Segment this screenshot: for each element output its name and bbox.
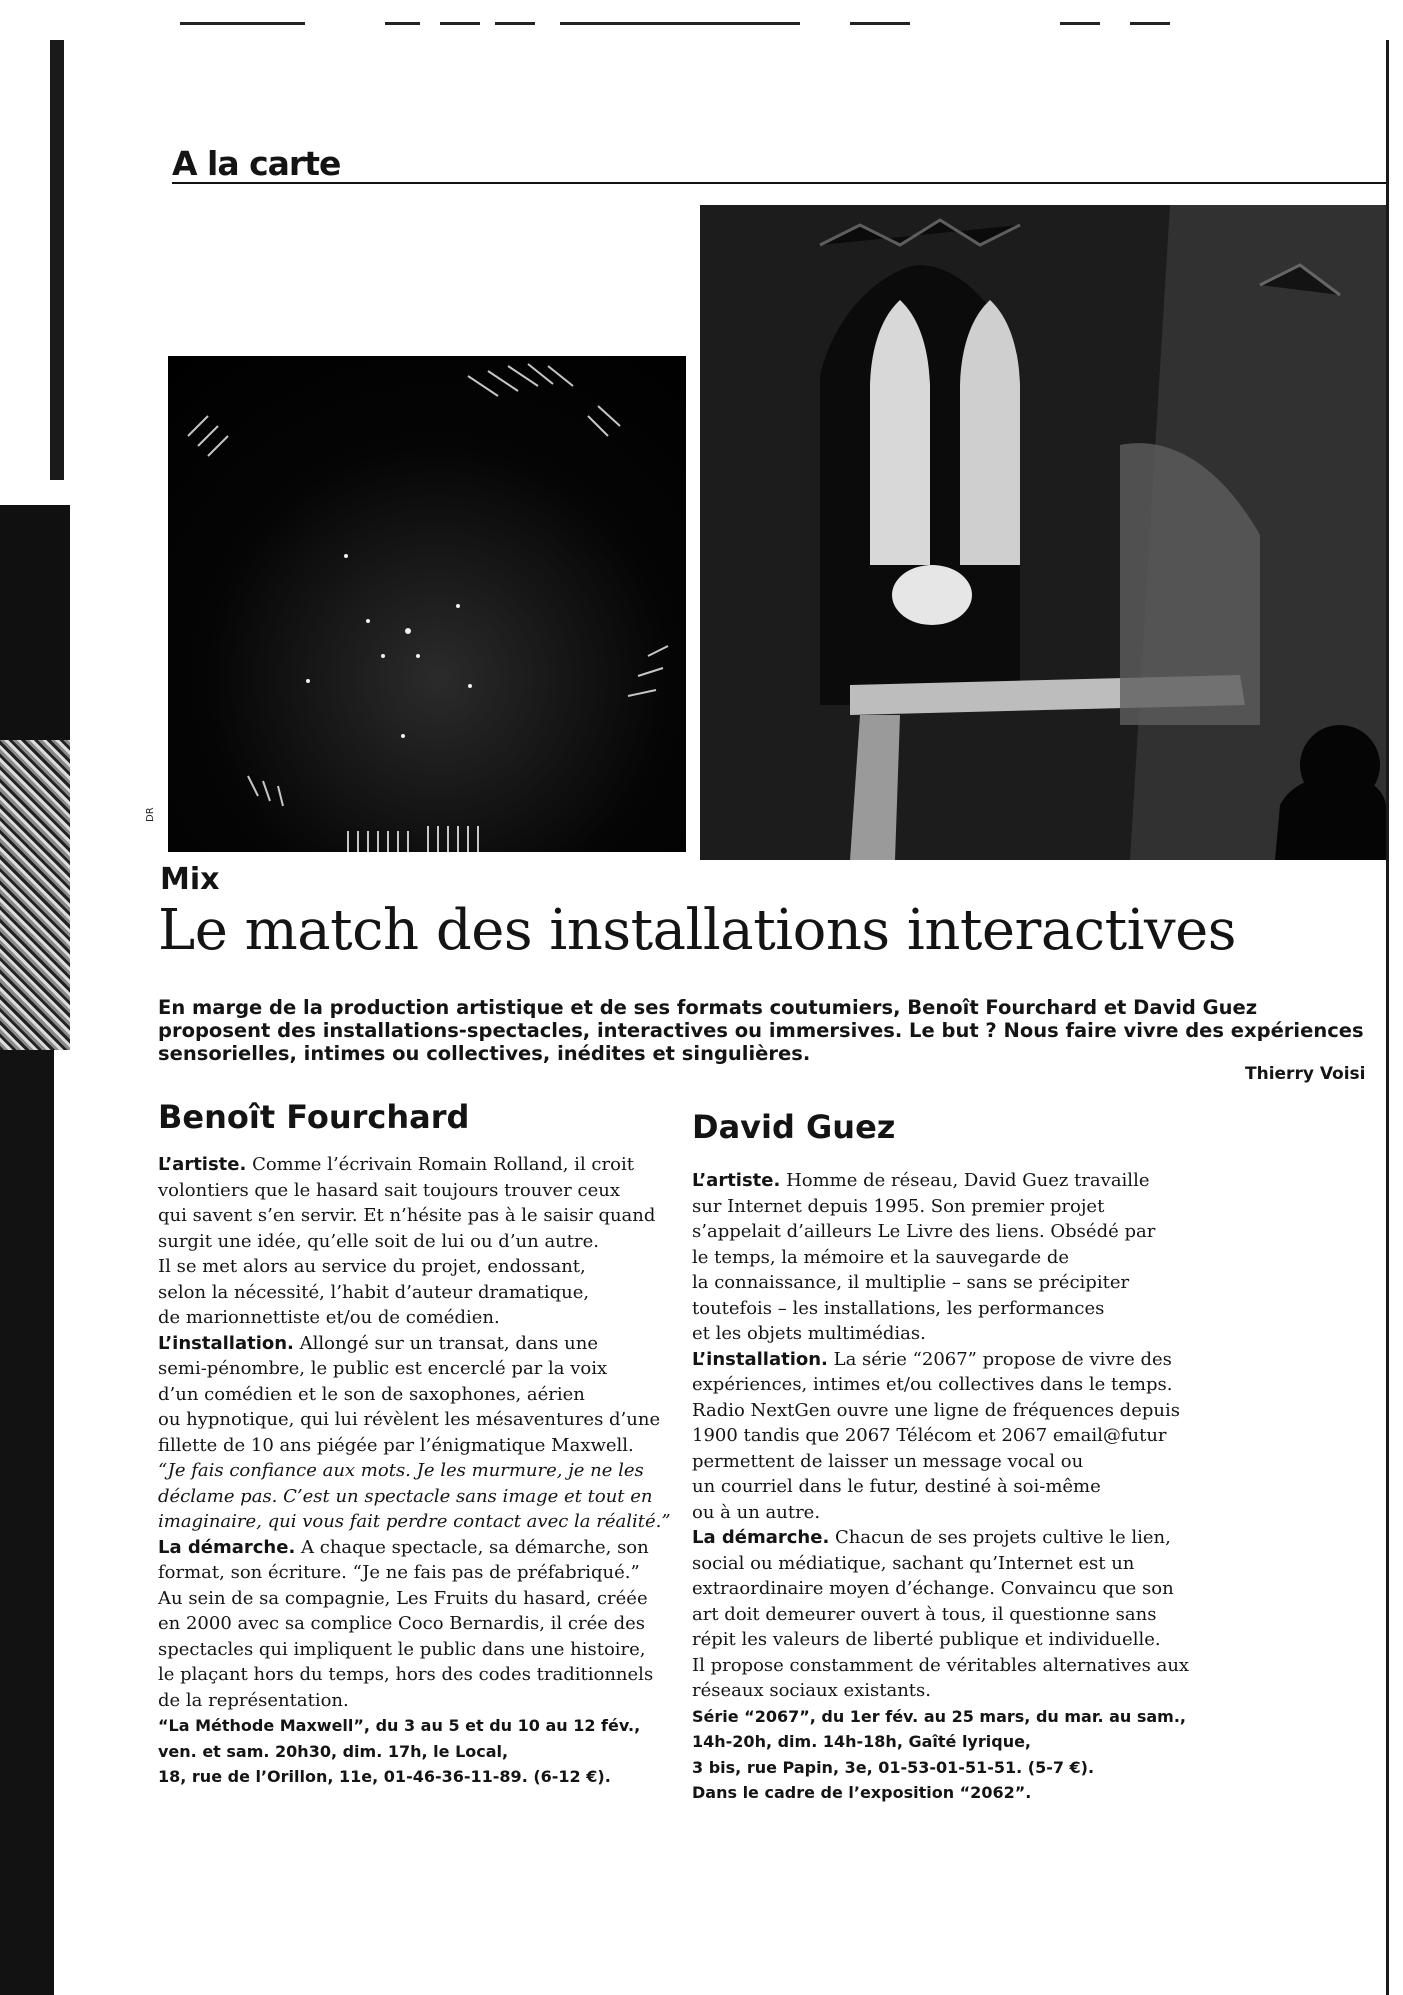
body-line	[692, 1449, 1189, 1475]
body-line	[692, 1270, 1189, 1296]
body-line	[692, 1576, 1189, 1602]
body-line	[692, 1168, 1189, 1194]
section-header	[172, 144, 1386, 184]
photo-installation-right	[700, 205, 1386, 860]
body-text: et les objets multimédias.	[692, 1323, 926, 1344]
body-text: ou à un autre.	[692, 1501, 821, 1523]
top-rule	[495, 22, 535, 25]
body-text: Radio NextGen ouvre une ligne de fréquences depuis	[692, 1399, 1180, 1421]
body-line	[158, 1560, 671, 1586]
body-line	[158, 1382, 671, 1408]
body-line	[158, 1280, 671, 1306]
left-column-title: Benoît Fourchard	[158, 1098, 470, 1136]
photo-installation-left	[168, 356, 686, 852]
body-line	[158, 1229, 671, 1255]
body-text: A chaque spectacle, sa démarche, son	[295, 1536, 649, 1558]
body-line	[158, 1356, 671, 1382]
body-line	[158, 1254, 671, 1280]
kicker: Mix	[160, 862, 220, 897]
body-text: semi-pénombre, le public est encerclé par la voix	[158, 1358, 608, 1379]
body-line	[158, 1637, 671, 1663]
practical-info-line: Dans le cadre de l’exposition “2062”.	[692, 1783, 1032, 1802]
body-text: format, son écriture. “Je ne fais pas de préfabriqué.”	[158, 1562, 640, 1583]
practical-info-line: 3 bis, rue Papin, 3e, 01-53-01-51-51. (5-7 €).	[692, 1757, 1095, 1777]
body-line	[692, 1602, 1189, 1628]
body-text: 1900 tandis que 2067 Télécom et 2067 email@futur	[692, 1425, 1167, 1446]
body-text: volontiers que le hasard sait toujours trouver ceux	[158, 1179, 620, 1201]
practical-info-line: “La Méthode Maxwell”, du 3 au 5 et du 10 au 12 fév.,	[158, 1716, 641, 1735]
body-text: toutefois – les installations, les performances	[692, 1297, 1105, 1319]
top-rule	[1060, 22, 1100, 25]
body-text: Chacun de ses projets cultive le lien,	[829, 1527, 1171, 1548]
lead-label: L’artiste.	[692, 1170, 781, 1191]
practical-info-line: 14h-20h, dim. 14h-18h, Gaîté lyrique,	[692, 1732, 1032, 1751]
lead-label: L’artiste.	[158, 1154, 247, 1175]
body-text: Il propose constamment de véritables alternatives aux	[692, 1654, 1190, 1676]
body-line	[692, 1194, 1189, 1220]
photo-left-art	[168, 356, 686, 852]
intro-line: En marge de la production artistique et de ses formats coutumiers, Benoît Fourchard et David Guez	[158, 996, 1258, 1019]
scan-edge	[0, 0, 70, 1995]
body-text: Comme l’écrivain Romain Rolland, il croit	[246, 1154, 634, 1175]
body-line	[692, 1372, 1189, 1398]
body-text: déclame pas. C’est un spectacle sans image et tout en	[158, 1485, 653, 1507]
top-rule	[180, 22, 305, 25]
byline: Thierry Voisi	[1245, 1064, 1366, 1084]
top-rule	[440, 22, 480, 25]
body-line	[158, 1611, 671, 1637]
body-line	[692, 1423, 1189, 1449]
body-text: Allongé sur un transat, dans une	[293, 1332, 598, 1354]
body-line	[158, 1433, 671, 1459]
photo-credit: DR	[145, 807, 156, 822]
body-line	[158, 1203, 671, 1229]
section-title: A la carte	[172, 144, 341, 183]
page-edge	[1386, 40, 1403, 1995]
body-text: spectacles qui impliquent le public dans une histoire,	[158, 1638, 646, 1660]
body-line	[692, 1653, 1189, 1679]
body-text: en 2000 avec sa complice Coco Bernardis, il crée des	[158, 1613, 646, 1634]
photo-right-art	[700, 205, 1386, 860]
body-line	[158, 1178, 671, 1204]
lead-label: L’installation.	[692, 1348, 828, 1370]
body-line	[158, 1509, 671, 1535]
body-line	[692, 1627, 1189, 1653]
practical-info-line: ven. et sam. 20h30, dim. 17h, le Local,	[158, 1741, 509, 1761]
body-text: selon la nécessité, l’habit d’auteur dramatique,	[158, 1281, 590, 1303]
body-line	[692, 1551, 1189, 1577]
body-text: expériences, intimes et/ou collectives dans le temps.	[692, 1374, 1173, 1395]
body-text: Homme de réseau, David Guez travaille	[780, 1170, 1150, 1191]
body-text: d’un comédien et le son de saxophones, aérien	[158, 1383, 585, 1405]
body-text: qui savent s’en servir. Et n’hésite pas à le saisir quand	[158, 1205, 656, 1226]
body-text: “Je fais confiance aux mots. Je les murmure, je ne les	[158, 1460, 644, 1481]
body-line	[692, 1398, 1189, 1424]
body-text: le plaçant hors du temps, hors des codes traditionnels	[158, 1664, 654, 1685]
body-line	[692, 1678, 1189, 1704]
body-line	[158, 1305, 671, 1331]
lead-label: La démarche.	[692, 1527, 830, 1548]
body-text: sur Internet depuis 1995. Son premier projet	[692, 1195, 1105, 1217]
body-text: s’appelait d’ailleurs Le Livre des liens. Obsédé par	[692, 1221, 1156, 1242]
body-line	[158, 1484, 671, 1510]
body-line	[692, 1245, 1189, 1271]
body-line	[158, 1407, 671, 1433]
body-line	[692, 1321, 1189, 1347]
body-text: art doit demeurer ouvert à tous, il questionne sans	[692, 1603, 1157, 1625]
practical-info-line: Série “2067”, du 1er fév. au 25 mars, du mar. au sam.,	[692, 1706, 1186, 1726]
body-text: Au sein de sa compagnie, Les Fruits du hasard, créée	[158, 1587, 648, 1609]
practical-info-line: 18, rue de l’Orillon, 11e, 01-46-36-11-89. (6-12 €).	[158, 1767, 611, 1786]
body-text: de la représentation.	[158, 1689, 349, 1711]
intro-line: sensorielles, intimes ou collectives, inédites et singulières.	[158, 1042, 811, 1065]
body-text: extraordinaire moyen d’échange. Convaincu que son	[692, 1578, 1174, 1599]
body-text: de marionnettiste et/ou de comédien.	[158, 1307, 500, 1328]
top-rule	[560, 22, 800, 25]
body-line	[158, 1458, 671, 1484]
body-line	[692, 1347, 1189, 1373]
body-text: le temps, la mémoire et la sauvegarde de	[692, 1246, 1069, 1268]
body-line	[158, 1535, 671, 1561]
body-text: fillette de 10 ans piégée par l’énigmatique Maxwell.	[158, 1434, 634, 1456]
body-text: La série “2067” propose de vivre des	[827, 1348, 1172, 1370]
body-text: surgit une idée, qu’elle soit de lui ou d’un autre.	[158, 1230, 599, 1252]
body-text: imaginaire, qui vous fait perdre contact avec la réalité.”	[158, 1511, 671, 1532]
body-line	[692, 1219, 1189, 1245]
body-text: ou hypnotique, qui lui révèlent les mésaventures d’une	[158, 1409, 661, 1430]
top-rule	[1130, 22, 1170, 25]
left-column-body	[158, 1152, 671, 1790]
lead-label: La démarche.	[158, 1536, 296, 1558]
body-text: la connaissance, il multiplie – sans se précipiter	[692, 1272, 1130, 1293]
lead-label: L’installation.	[158, 1332, 294, 1354]
right-column-title: David Guez	[692, 1108, 896, 1146]
body-line	[158, 1331, 671, 1357]
body-line	[158, 1688, 671, 1714]
body-line	[692, 1525, 1189, 1551]
right-column-body	[692, 1168, 1189, 1806]
body-text: réseaux sociaux existants.	[692, 1680, 932, 1701]
body-text: social ou médiatique, sachant qu’Internet est un	[692, 1552, 1135, 1574]
intro-paragraph	[158, 996, 1364, 1065]
top-rule	[850, 22, 910, 25]
intro-line: proposent des installations-spectacles, interactives ou immersives. Le but ? Nous faire vivre des expériences	[158, 1019, 1364, 1042]
body-text: Il se met alors au service du projet, endossant,	[158, 1256, 586, 1277]
body-line	[692, 1500, 1189, 1526]
body-text: répit les valeurs de liberté publique et individuelle.	[692, 1629, 1161, 1650]
body-line	[158, 1152, 671, 1178]
headline: Le match des installations interactives	[158, 898, 1236, 963]
body-text: permettent de laisser un message vocal ou	[692, 1450, 1084, 1472]
body-line	[158, 1586, 671, 1612]
body-line	[692, 1474, 1189, 1500]
body-line	[692, 1296, 1189, 1322]
top-rule	[385, 22, 420, 25]
body-line	[158, 1662, 671, 1688]
body-text: un courriel dans le futur, destiné à soi-même	[692, 1476, 1101, 1497]
